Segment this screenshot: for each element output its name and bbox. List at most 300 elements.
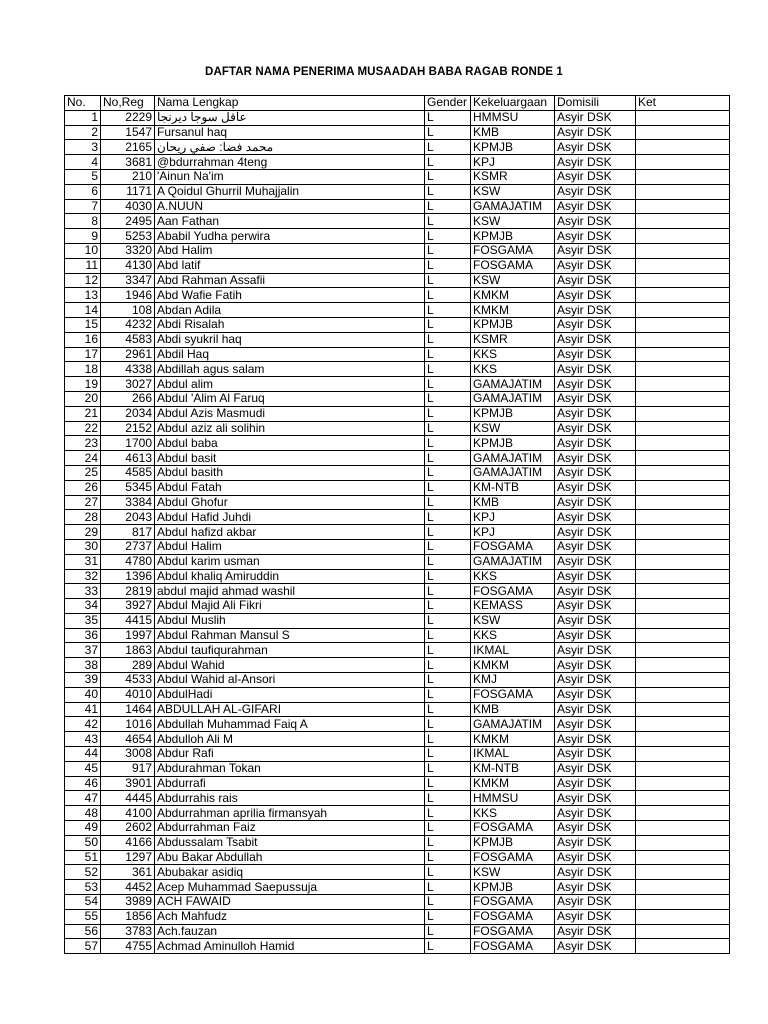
cell-ket <box>636 258 730 273</box>
cell-no-reg: 2165 <box>101 140 155 155</box>
cell-kekeluargaan: KSW <box>471 214 555 229</box>
cell-nama-lengkap: Abdul khaliq Amiruddin <box>155 569 425 584</box>
cell-kekeluargaan: KPMJB <box>471 406 555 421</box>
cell-nama-lengkap: ABDULLAH AL-GIFARI <box>155 702 425 717</box>
cell-no-reg: 4780 <box>101 554 155 569</box>
table-row <box>65 465 730 480</box>
cell-ket <box>636 155 730 170</box>
cell-nama-lengkap: Acep Muhammad Saepussuja <box>155 880 425 895</box>
header-nama-lengkap: Nama Lengkap <box>155 96 425 111</box>
cell-no-reg: 3347 <box>101 273 155 288</box>
cell-gender: L <box>425 554 471 569</box>
cell-domisili: Asyir DSK <box>555 628 636 643</box>
cell-ket <box>636 599 730 614</box>
cell-domisili: Asyir DSK <box>555 199 636 214</box>
cell-gender: L <box>425 332 471 347</box>
cell-nama-lengkap: Abd Rahman Assafii <box>155 273 425 288</box>
cell-ket <box>636 835 730 850</box>
cell-nama-lengkap: Abdul Rahman Mansul S <box>155 628 425 643</box>
cell-kekeluargaan: KSMR <box>471 169 555 184</box>
cell-kekeluargaan: KPMJB <box>471 140 555 155</box>
cell-ket <box>636 628 730 643</box>
cell-nama-lengkap: Abdul basit <box>155 451 425 466</box>
cell-kekeluargaan: KM-NTB <box>471 480 555 495</box>
table-row <box>65 643 730 658</box>
cell-gender: L <box>425 199 471 214</box>
cell-no-reg: 4533 <box>101 673 155 688</box>
cell-no-reg: 4010 <box>101 687 155 702</box>
cell-nama-lengkap: Abdi Risalah <box>155 317 425 332</box>
cell-no: 13 <box>65 288 101 303</box>
cell-ket <box>636 125 730 140</box>
cell-gender: L <box>425 421 471 436</box>
cell-no-reg: 4232 <box>101 317 155 332</box>
cell-ket <box>636 317 730 332</box>
cell-ket <box>636 214 730 229</box>
cell-domisili: Asyir DSK <box>555 643 636 658</box>
cell-gender: L <box>425 732 471 747</box>
cell-ket <box>636 347 730 362</box>
cell-gender: L <box>425 451 471 466</box>
cell-no-reg: 1997 <box>101 628 155 643</box>
cell-ket <box>636 702 730 717</box>
cell-domisili: Asyir DSK <box>555 184 636 199</box>
cell-gender: L <box>425 525 471 540</box>
cell-nama-lengkap: Abdurrahis rais <box>155 791 425 806</box>
cell-no-reg: 3027 <box>101 377 155 392</box>
table-row <box>65 599 730 614</box>
cell-nama-lengkap: ACH FAWAID <box>155 895 425 910</box>
header-domisili: Domisili <box>555 96 636 111</box>
cell-no: 42 <box>65 717 101 732</box>
cell-ket <box>636 584 730 599</box>
cell-gender: L <box>425 303 471 318</box>
cell-no: 43 <box>65 732 101 747</box>
cell-kekeluargaan: FOSGAMA <box>471 584 555 599</box>
cell-ket <box>636 895 730 910</box>
cell-gender: L <box>425 776 471 791</box>
cell-domisili: Asyir DSK <box>555 332 636 347</box>
cell-gender: L <box>425 258 471 273</box>
cell-gender: L <box>425 110 471 125</box>
table-row <box>65 362 730 377</box>
table-row <box>65 539 730 554</box>
cell-nama-lengkap: Abdillah agus salam <box>155 362 425 377</box>
cell-no: 18 <box>65 362 101 377</box>
cell-nama-lengkap: Abdul alim <box>155 377 425 392</box>
cell-no: 25 <box>65 465 101 480</box>
cell-no-reg: 2961 <box>101 347 155 362</box>
table-row <box>65 525 730 540</box>
cell-domisili: Asyir DSK <box>555 406 636 421</box>
cell-domisili: Asyir DSK <box>555 658 636 673</box>
cell-no-reg: 289 <box>101 658 155 673</box>
cell-domisili: Asyir DSK <box>555 673 636 688</box>
cell-nama-lengkap: A.NUUN <box>155 199 425 214</box>
cell-domisili: Asyir DSK <box>555 110 636 125</box>
cell-domisili: Asyir DSK <box>555 169 636 184</box>
cell-ket <box>636 554 730 569</box>
cell-nama-lengkap: Ach.fauzan <box>155 924 425 939</box>
document-title: DAFTAR NAMA PENERIMA MUSAADAH BABA RAGAB RONDE 1 <box>205 66 563 78</box>
cell-nama-lengkap: Abdul Ghofur <box>155 495 425 510</box>
table-row <box>65 761 730 776</box>
table-row <box>65 569 730 584</box>
cell-ket <box>636 569 730 584</box>
cell-nama-lengkap: Abdul Majid Ali Fikri <box>155 599 425 614</box>
cell-kekeluargaan: KPMJB <box>471 436 555 451</box>
cell-gender: L <box>425 184 471 199</box>
cell-no-reg: 2737 <box>101 539 155 554</box>
cell-no-reg: 1863 <box>101 643 155 658</box>
cell-nama-lengkap: Fursanul haq <box>155 125 425 140</box>
cell-no: 56 <box>65 924 101 939</box>
cell-ket <box>636 480 730 495</box>
cell-kekeluargaan: FOSGAMA <box>471 243 555 258</box>
cell-gender: L <box>425 391 471 406</box>
table-row <box>65 732 730 747</box>
cell-domisili: Asyir DSK <box>555 554 636 569</box>
cell-gender: L <box>425 155 471 170</box>
cell-no: 9 <box>65 229 101 244</box>
cell-kekeluargaan: IKMAL <box>471 747 555 762</box>
cell-domisili: Asyir DSK <box>555 480 636 495</box>
cell-no-reg: 3989 <box>101 895 155 910</box>
cell-gender: L <box>425 643 471 658</box>
cell-domisili: Asyir DSK <box>555 362 636 377</box>
cell-domisili: Asyir DSK <box>555 347 636 362</box>
table-row <box>65 835 730 850</box>
cell-nama-lengkap: Abdul taufiqurahman <box>155 643 425 658</box>
cell-no-reg: 4445 <box>101 791 155 806</box>
cell-no-reg: 1396 <box>101 569 155 584</box>
cell-no: 7 <box>65 199 101 214</box>
cell-no-reg: 1946 <box>101 288 155 303</box>
cell-ket <box>636 687 730 702</box>
table-row <box>65 199 730 214</box>
cell-domisili: Asyir DSK <box>555 288 636 303</box>
table-body <box>65 110 730 953</box>
header-no-reg: No,Reg <box>101 96 155 111</box>
cell-domisili: Asyir DSK <box>555 155 636 170</box>
table-row <box>65 865 730 880</box>
cell-nama-lengkap: Abdil Haq <box>155 347 425 362</box>
table-row <box>65 776 730 791</box>
table-row <box>65 421 730 436</box>
cell-no-reg: 2495 <box>101 214 155 229</box>
cell-no: 39 <box>65 673 101 688</box>
cell-no-reg: 2043 <box>101 510 155 525</box>
cell-domisili: Asyir DSK <box>555 243 636 258</box>
cell-ket <box>636 495 730 510</box>
cell-kekeluargaan: HMMSU <box>471 791 555 806</box>
table-row <box>65 702 730 717</box>
cell-no: 51 <box>65 850 101 865</box>
cell-gender: L <box>425 140 471 155</box>
cell-nama-lengkap: Ababil Yudha perwira <box>155 229 425 244</box>
cell-ket <box>636 451 730 466</box>
cell-domisili: Asyir DSK <box>555 214 636 229</box>
cell-no: 23 <box>65 436 101 451</box>
cell-gender: L <box>425 229 471 244</box>
cell-domisili: Asyir DSK <box>555 717 636 732</box>
cell-nama-lengkap: AbdulHadi <box>155 687 425 702</box>
cell-nama-lengkap: Abdulloh Ali M <box>155 732 425 747</box>
cell-nama-lengkap: Abdul Azis Masmudi <box>155 406 425 421</box>
cell-no: 44 <box>65 747 101 762</box>
cell-no: 19 <box>65 377 101 392</box>
cell-nama-lengkap: Abubakar asidiq <box>155 865 425 880</box>
cell-no: 1 <box>65 110 101 125</box>
cell-gender: L <box>425 821 471 836</box>
cell-ket <box>636 110 730 125</box>
cell-gender: L <box>425 658 471 673</box>
cell-no: 53 <box>65 880 101 895</box>
cell-domisili: Asyir DSK <box>555 451 636 466</box>
cell-gender: L <box>425 747 471 762</box>
cell-no-reg: 3901 <box>101 776 155 791</box>
cell-ket <box>636 377 730 392</box>
cell-no-reg: 4755 <box>101 939 155 954</box>
cell-ket <box>636 332 730 347</box>
cell-ket <box>636 747 730 762</box>
cell-gender: L <box>425 584 471 599</box>
table-row <box>65 791 730 806</box>
table-row <box>65 895 730 910</box>
cell-kekeluargaan: KMJ <box>471 673 555 688</box>
cell-no: 2 <box>65 125 101 140</box>
cell-no-reg: 917 <box>101 761 155 776</box>
cell-kekeluargaan: GAMAJATIM <box>471 199 555 214</box>
table-header-row <box>65 96 730 111</box>
cell-no: 30 <box>65 539 101 554</box>
cell-no-reg: 2602 <box>101 821 155 836</box>
cell-no-reg: 4415 <box>101 613 155 628</box>
cell-domisili: Asyir DSK <box>555 865 636 880</box>
cell-no-reg: 3783 <box>101 924 155 939</box>
cell-ket <box>636 421 730 436</box>
cell-ket <box>636 525 730 540</box>
cell-domisili: Asyir DSK <box>555 140 636 155</box>
cell-domisili: Asyir DSK <box>555 939 636 954</box>
cell-kekeluargaan: KPMJB <box>471 880 555 895</box>
table-row <box>65 125 730 140</box>
cell-no-reg: 817 <box>101 525 155 540</box>
table-row <box>65 628 730 643</box>
cell-no: 55 <box>65 909 101 924</box>
table-row <box>65 155 730 170</box>
table-row <box>65 880 730 895</box>
cell-kekeluargaan: KPMJB <box>471 317 555 332</box>
cell-ket <box>636 643 730 658</box>
cell-domisili: Asyir DSK <box>555 303 636 318</box>
cell-no-reg: 4585 <box>101 465 155 480</box>
cell-no: 57 <box>65 939 101 954</box>
cell-gender: L <box>425 687 471 702</box>
cell-kekeluargaan: FOSGAMA <box>471 687 555 702</box>
cell-domisili: Asyir DSK <box>555 377 636 392</box>
table-row <box>65 510 730 525</box>
cell-gender: L <box>425 273 471 288</box>
cell-ket <box>636 658 730 673</box>
table-row <box>65 850 730 865</box>
cell-nama-lengkap: Abdi syukril haq <box>155 332 425 347</box>
cell-no-reg: 4030 <box>101 199 155 214</box>
cell-gender: L <box>425 495 471 510</box>
cell-ket <box>636 776 730 791</box>
cell-nama-lengkap: Abdurrafi <box>155 776 425 791</box>
cell-nama-lengkap: Abu Bakar Abdullah <box>155 850 425 865</box>
table-row <box>65 821 730 836</box>
cell-domisili: Asyir DSK <box>555 391 636 406</box>
cell-nama-lengkap: Abdullah Muhammad Faiq A <box>155 717 425 732</box>
cell-nama-lengkap: Abd Halim <box>155 243 425 258</box>
cell-kekeluargaan: KEMASS <box>471 599 555 614</box>
cell-domisili: Asyir DSK <box>555 776 636 791</box>
table-row <box>65 303 730 318</box>
cell-no: 40 <box>65 687 101 702</box>
cell-no: 35 <box>65 613 101 628</box>
cell-ket <box>636 539 730 554</box>
cell-kekeluargaan: KSW <box>471 184 555 199</box>
cell-no: 48 <box>65 806 101 821</box>
cell-kekeluargaan: KSW <box>471 273 555 288</box>
cell-ket <box>636 717 730 732</box>
cell-nama-lengkap: عاقل سوجا ديرنجا <box>155 110 425 125</box>
cell-domisili: Asyir DSK <box>555 806 636 821</box>
cell-kekeluargaan: KPJ <box>471 525 555 540</box>
cell-ket <box>636 436 730 451</box>
cell-domisili: Asyir DSK <box>555 761 636 776</box>
cell-ket <box>636 939 730 954</box>
cell-nama-lengkap: Abdurahman Tokan <box>155 761 425 776</box>
cell-gender: L <box>425 761 471 776</box>
cell-no-reg: 4654 <box>101 732 155 747</box>
cell-gender: L <box>425 599 471 614</box>
cell-ket <box>636 821 730 836</box>
table-row <box>65 717 730 732</box>
cell-no-reg: 1700 <box>101 436 155 451</box>
cell-nama-lengkap: Abdur Rafi <box>155 747 425 762</box>
cell-no: 11 <box>65 258 101 273</box>
cell-kekeluargaan: FOSGAMA <box>471 909 555 924</box>
cell-domisili: Asyir DSK <box>555 436 636 451</box>
cell-ket <box>636 169 730 184</box>
cell-kekeluargaan: KMB <box>471 495 555 510</box>
cell-domisili: Asyir DSK <box>555 909 636 924</box>
table-row <box>65 288 730 303</box>
cell-no-reg: 210 <box>101 169 155 184</box>
cell-domisili: Asyir DSK <box>555 791 636 806</box>
cell-no-reg: 266 <box>101 391 155 406</box>
table-row <box>65 495 730 510</box>
header-no: No. <box>65 96 101 111</box>
cell-kekeluargaan: HMMSU <box>471 110 555 125</box>
cell-ket <box>636 406 730 421</box>
cell-domisili: Asyir DSK <box>555 613 636 628</box>
cell-kekeluargaan: KPJ <box>471 155 555 170</box>
cell-gender: L <box>425 377 471 392</box>
cell-kekeluargaan: KPMJB <box>471 229 555 244</box>
cell-nama-lengkap: Abdussalam Tsabit <box>155 835 425 850</box>
cell-domisili: Asyir DSK <box>555 495 636 510</box>
cell-no: 26 <box>65 480 101 495</box>
cell-domisili: Asyir DSK <box>555 317 636 332</box>
cell-no: 16 <box>65 332 101 347</box>
cell-kekeluargaan: FOSGAMA <box>471 539 555 554</box>
cell-no: 22 <box>65 421 101 436</box>
cell-no: 52 <box>65 865 101 880</box>
cell-no-reg: 2819 <box>101 584 155 599</box>
cell-ket <box>636 909 730 924</box>
cell-no-reg: 5345 <box>101 480 155 495</box>
cell-no: 12 <box>65 273 101 288</box>
cell-kekeluargaan: GAMAJATIM <box>471 377 555 392</box>
cell-kekeluargaan: KM-NTB <box>471 761 555 776</box>
cell-no-reg: 2229 <box>101 110 155 125</box>
cell-domisili: Asyir DSK <box>555 258 636 273</box>
cell-nama-lengkap: A Qoidul Ghurril Muhajjalin <box>155 184 425 199</box>
cell-domisili: Asyir DSK <box>555 821 636 836</box>
cell-gender: L <box>425 806 471 821</box>
cell-no: 17 <box>65 347 101 362</box>
cell-no-reg: 4166 <box>101 835 155 850</box>
cell-nama-lengkap: Abdul Hafid Juhdi <box>155 510 425 525</box>
cell-kekeluargaan: GAMAJATIM <box>471 391 555 406</box>
cell-nama-lengkap: Abdul hafizd akbar <box>155 525 425 540</box>
cell-kekeluargaan: FOSGAMA <box>471 924 555 939</box>
cell-domisili: Asyir DSK <box>555 895 636 910</box>
cell-no: 8 <box>65 214 101 229</box>
cell-nama-lengkap: abdul majid ahmad washil <box>155 584 425 599</box>
cell-no: 41 <box>65 702 101 717</box>
cell-nama-lengkap: Abdul baba <box>155 436 425 451</box>
cell-kekeluargaan: KKS <box>471 806 555 821</box>
header-kekeluargaan: Kekeluargaan <box>471 96 555 111</box>
cell-no: 49 <box>65 821 101 836</box>
cell-ket <box>636 806 730 821</box>
cell-no-reg: 1856 <box>101 909 155 924</box>
cell-kekeluargaan: KPMJB <box>471 835 555 850</box>
cell-kekeluargaan: KMKM <box>471 776 555 791</box>
cell-nama-lengkap: Abdul 'Alim Al Faruq <box>155 391 425 406</box>
cell-gender: L <box>425 510 471 525</box>
cell-kekeluargaan: FOSGAMA <box>471 258 555 273</box>
cell-kekeluargaan: GAMAJATIM <box>471 717 555 732</box>
cell-gender: L <box>425 791 471 806</box>
cell-no-reg: 4338 <box>101 362 155 377</box>
table-row <box>65 229 730 244</box>
cell-kekeluargaan: KSW <box>471 421 555 436</box>
cell-no-reg: 1171 <box>101 184 155 199</box>
cell-ket <box>636 791 730 806</box>
cell-no: 45 <box>65 761 101 776</box>
cell-gender: L <box>425 880 471 895</box>
cell-nama-lengkap: 'Ainun Na'im <box>155 169 425 184</box>
cell-no-reg: 4613 <box>101 451 155 466</box>
cell-kekeluargaan: GAMAJATIM <box>471 451 555 466</box>
table-row <box>65 613 730 628</box>
cell-nama-lengkap: Abdul Muslih <box>155 613 425 628</box>
cell-kekeluargaan: KMKM <box>471 303 555 318</box>
table-row <box>65 451 730 466</box>
table-row <box>65 687 730 702</box>
cell-nama-lengkap: محمد فضا: صفي ريحان <box>155 140 425 155</box>
cell-gender: L <box>425 569 471 584</box>
cell-no: 37 <box>65 643 101 658</box>
cell-no-reg: 361 <box>101 865 155 880</box>
cell-nama-lengkap: Abdan Adila <box>155 303 425 318</box>
